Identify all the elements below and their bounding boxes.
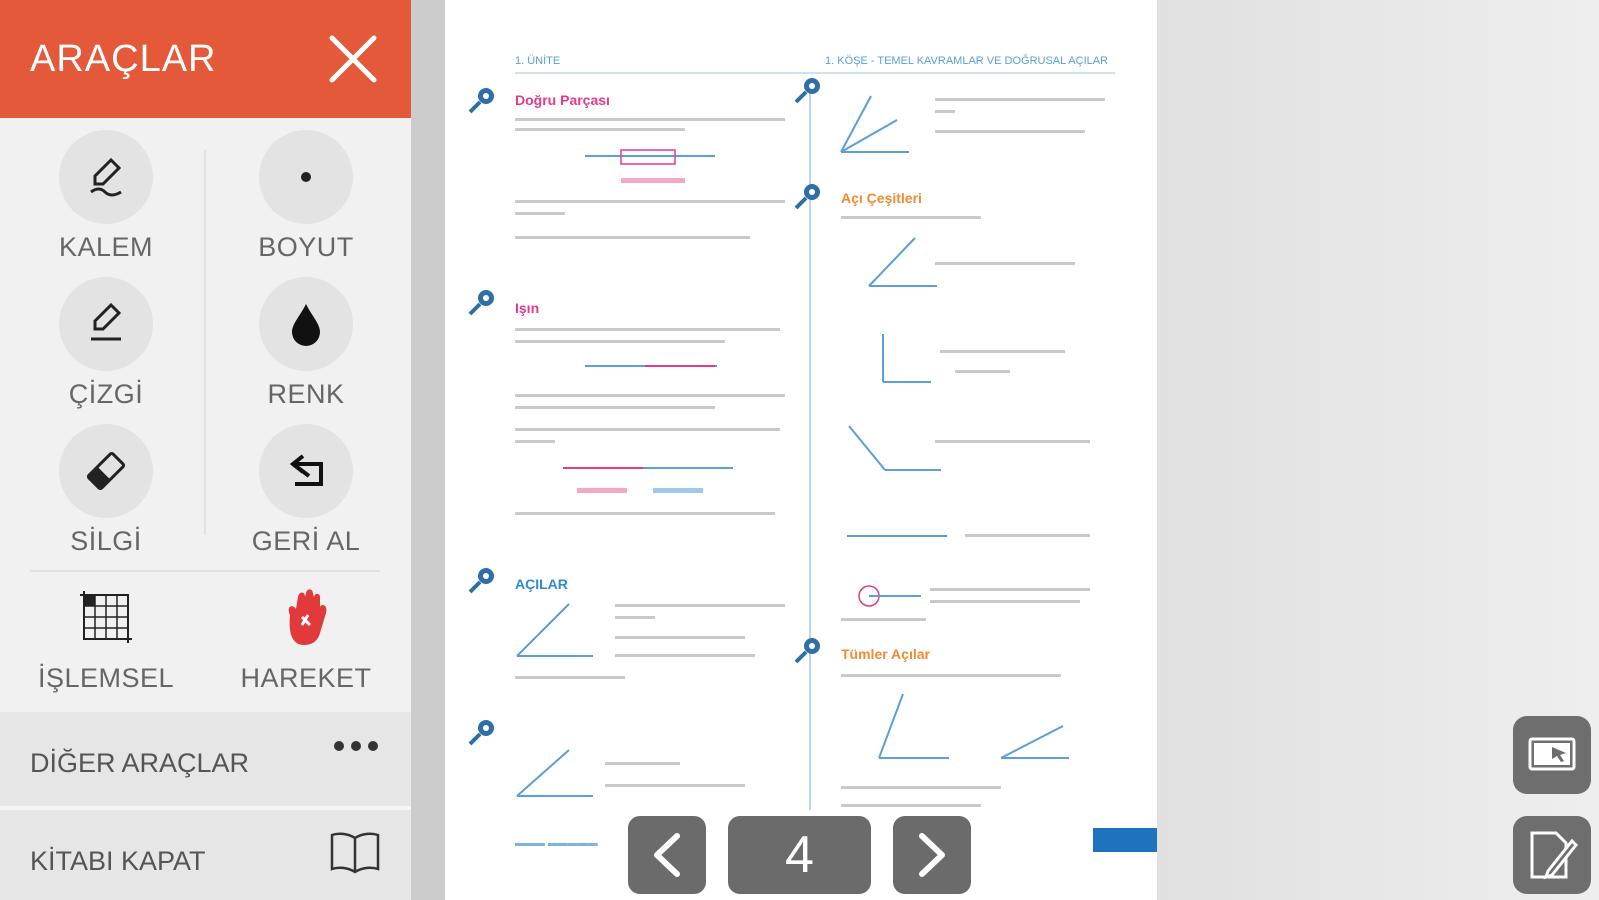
tools-sidebar <box>0 0 411 900</box>
tool-label: KALEM <box>58 232 154 262</box>
text-line <box>515 128 685 131</box>
text-line <box>935 262 1075 265</box>
complementary-diagram <box>875 690 955 766</box>
key-icon <box>793 76 823 106</box>
text-line <box>605 784 745 787</box>
tool-eraser[interactable] <box>31 424 181 557</box>
text-line <box>935 98 1105 101</box>
text-line <box>965 534 1090 537</box>
text-line <box>930 600 1080 603</box>
close-book-label: KİTABI KAPAT <box>30 846 206 876</box>
text-line <box>515 118 785 121</box>
text-line <box>515 428 780 431</box>
key-icon <box>467 566 497 596</box>
text-line <box>515 440 555 443</box>
section-title: Açı Çeşitleri <box>841 190 922 206</box>
angle-diagram <box>837 90 917 160</box>
text-line <box>930 588 1090 591</box>
drop-icon <box>259 277 353 371</box>
tool-label: GERİ AL <box>251 526 361 556</box>
tool-label: RENK <box>267 379 345 409</box>
tool-size[interactable] <box>231 130 381 263</box>
sidebar-title: ARAÇLAR <box>30 38 217 80</box>
line-pen-icon <box>59 277 153 371</box>
tool-label: ÇİZGİ <box>68 379 144 409</box>
key-icon <box>467 86 497 116</box>
text-line <box>935 440 1090 443</box>
text-line <box>841 786 1001 789</box>
chevron-right-icon <box>912 830 952 880</box>
acute-angle-diagram <box>865 232 945 292</box>
text-line <box>515 340 725 343</box>
tool-label: İŞLEMSEL <box>37 663 175 693</box>
more-tools-label: DİĞER ARAÇLAR <box>30 748 250 778</box>
text-line <box>615 604 785 607</box>
text-line <box>935 110 955 113</box>
text-line <box>935 130 1085 133</box>
text-line <box>515 406 715 409</box>
book-icon <box>329 830 381 879</box>
page-header-right: 1. KÖŞE - TEMEL KAVRAMLAR VE DOĞRUSAL AÇILAR <box>825 55 1109 67</box>
header-divider <box>515 72 1115 74</box>
text-line <box>841 216 981 219</box>
text-line <box>515 236 750 239</box>
tool-label: SİLGİ <box>70 526 142 556</box>
page-number-display <box>728 816 871 894</box>
complementary-diagram <box>997 718 1077 768</box>
chevron-left-icon <box>647 830 687 880</box>
tool-color[interactable] <box>231 277 381 410</box>
more-tools-button[interactable] <box>0 712 411 806</box>
tools-divider <box>204 150 206 535</box>
key-icon <box>793 182 823 212</box>
previous-page-button[interactable] <box>628 816 706 894</box>
tool-pen[interactable] <box>31 130 181 263</box>
key-icon <box>467 288 497 318</box>
eraser-icon <box>59 424 153 518</box>
right-angle-diagram <box>879 330 939 390</box>
tool-label: HAREKET <box>240 663 372 693</box>
key-icon <box>467 718 497 748</box>
page-header-left: 1. ÜNİTE <box>515 55 561 67</box>
ray-diagram <box>563 460 743 500</box>
text-line <box>841 804 981 807</box>
more-dots-icon <box>331 736 381 761</box>
tool-computational[interactable] <box>31 585 181 694</box>
text-line <box>615 654 755 657</box>
dot-size-icon <box>259 130 353 224</box>
notes-button[interactable] <box>1513 816 1591 894</box>
section-title: AÇILAR <box>515 576 568 592</box>
page-footer: ▬▬▬ ▬▬▬▬▬ <box>515 838 598 849</box>
obtuse-angle-diagram <box>845 420 945 480</box>
pen-icon <box>59 130 153 224</box>
tool-move[interactable] <box>231 585 381 694</box>
next-page-button[interactable] <box>893 816 971 894</box>
segment-diagram <box>585 148 725 188</box>
text-line <box>515 200 785 203</box>
close-icon[interactable] <box>322 28 384 90</box>
text-line <box>841 674 1061 677</box>
text-line <box>940 350 1065 353</box>
text-line <box>615 616 655 619</box>
edit-page-icon <box>1526 827 1578 883</box>
close-book-button[interactable] <box>0 810 411 900</box>
text-line <box>955 370 1010 373</box>
book-page <box>445 0 1157 900</box>
angle-diagram <box>513 598 603 664</box>
tool-label: BOYUT <box>258 232 354 262</box>
ray-diagram <box>585 360 725 380</box>
text-line <box>515 212 565 215</box>
grid-icon <box>31 585 181 649</box>
sidebar-header <box>0 0 411 118</box>
hand-icon <box>231 585 381 649</box>
tool-line[interactable] <box>31 277 181 410</box>
full-angle-diagram <box>855 584 925 614</box>
key-icon <box>793 636 823 666</box>
text-line <box>841 618 926 621</box>
text-line <box>515 328 780 331</box>
tool-undo[interactable] <box>231 424 381 557</box>
page-number-box <box>1093 828 1157 852</box>
section-title: Işın <box>515 300 540 316</box>
current-page-number: 4 <box>785 826 814 884</box>
tools-divider <box>30 570 380 572</box>
screen-icon <box>1526 735 1578 775</box>
section-title: Doğru Parçası <box>515 92 610 108</box>
angle-diagram <box>513 744 603 804</box>
screen-tool-button[interactable] <box>1513 716 1591 794</box>
undo-icon <box>259 424 353 518</box>
text-line <box>515 394 785 397</box>
text-line <box>615 636 745 639</box>
text-line <box>605 762 680 765</box>
text-line <box>515 512 775 515</box>
section-title: Tümler Açılar <box>841 646 930 662</box>
text-line <box>515 676 625 679</box>
straight-angle-diagram <box>843 524 953 554</box>
